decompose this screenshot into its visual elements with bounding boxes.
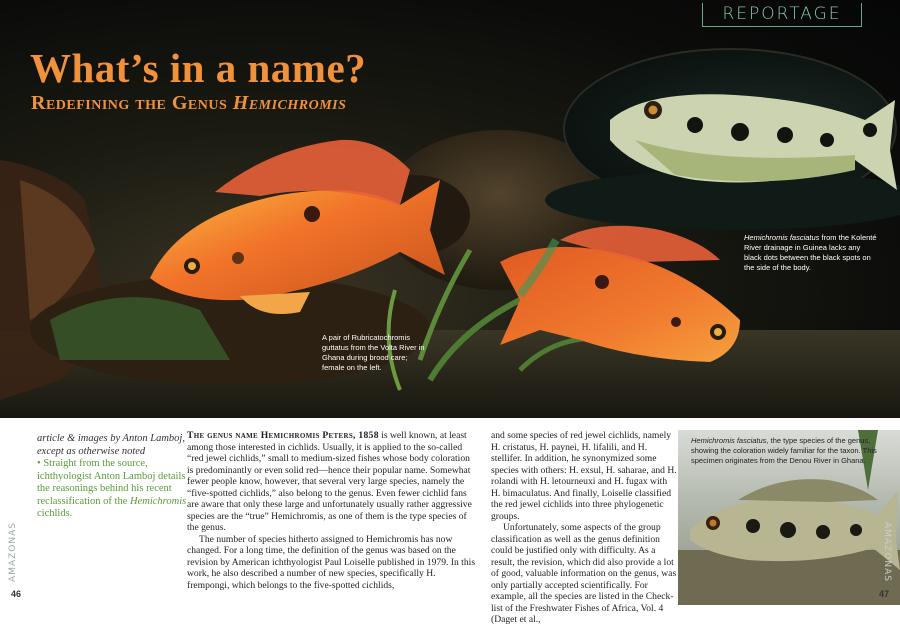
magazine-logo-left: AMAZONAS [8,522,18,582]
col1-paragraph-1: The genus name Hemichromis Peters, 1858 is well known, at least among those interested in cichlids. Usually, it is applied to the so-called “red jewel cichlids,” small to medium-sized fishes whose body coloration is predominantly or even solid red—hence their popular name. Somewhat fewer people know, however, that several very large species, namely the “five-spotted cichlids,” also belong to the genus. Even fewer cichlid fans are aware that only these large and unfortunately usually rather aggressive species are the “true” Hemichromis, as one of them is the type species of the genus. [187,430,472,533]
text-column-2 [491,430,678,626]
pair-caption: A pair of Rubricatochromis guttatus from the Volta River in Ghana during brood care; female on the left. [322,333,425,372]
col2-paragraph-2: Unfortunately, some aspects of the group classification as well as the genus definition could be justified only with difficulty. As a result, the revision, which did also provide a lot of good, valuable information on the genus, was only partially accepted scientifically. For example, all the species are listed in the Check-list of the Freshwater Fishes of Africa, Vol. 4 (Daget et al., [491,522,677,625]
inset-fish-illustration [565,50,899,212]
female-fish [150,140,445,314]
page-subtitle: Redefining the Genus Hemichromis [31,92,347,114]
text-column-1 [187,430,478,591]
page-title: What’s in a name? [30,45,367,91]
magazine-logo-right: AMAZONAS [882,522,892,582]
page-number-left: 46 [11,589,22,599]
lead-paragraph: • Straight from the source, ichthyologist Anton Lamboj details the reasonings behind his recent reclassification of the Hemichromis cichlids. [37,458,187,519]
col1-paragraph-2: The number of species hitherto assigned to Hemichromis has now changed. For a long time, the definition of the genus was based on the revision by American ichthyologist Paul Loiselle published in 1979. In this work, he also described a number of new species, specifically H. frempongi, which belongs to the five-spotted cichlids, [187,533,476,591]
section-tag: REPORTAGE [702,3,862,27]
byline: article & images by Anton Lamboj, except as otherwise noted [37,433,185,457]
col2-paragraph-1: and some species of red jewel cichlids, namely H. cristatus, H. paynei, H. lifalili, and H. stellifer. In addition, he synonymized some species with others: H. exsul, H. saharae, and H. rolandi with H. letourneuxi and H. fugax with H. bimaculatus. And finally, Loiselle classified the red jewel cichlids into three phylogenetic groups. [491,430,677,522]
page-number-right: 47 [878,589,889,599]
inset-photo [563,48,897,210]
inset-caption: Hemichromis fasciatus from the Kolenté River drainage in Guinea lacks any black dots between the black spots on the side of the body. [744,233,877,272]
type-species-caption: Hemichromis fasciatus, the type species of the genus, showing the coloration widely familiar for the taxon. This specimen originates from the Denou River in Ghana. [691,436,877,465]
